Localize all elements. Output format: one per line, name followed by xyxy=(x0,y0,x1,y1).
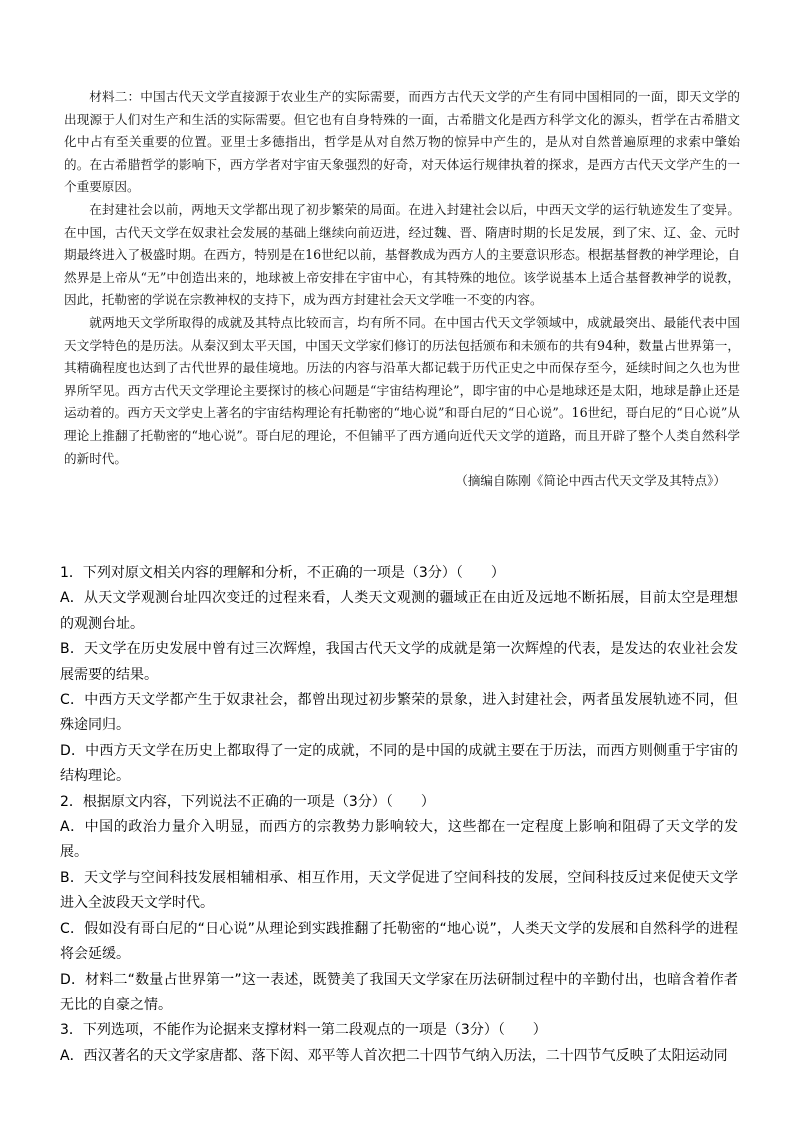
answer-option: B．天文学在历史发展中曾有过三次辉煌，我国古代天文学的成就是第一次辉煌的代表，是发达的农业社会发展需要的结果。 xyxy=(60,641,738,683)
answer-option: B．天文学与空间科技发展相辅相承、相互作用，天文学促进了空间科技的发展，空间科技反过来促使天文学进入全波段天文学时代。 xyxy=(60,869,738,912)
reading-material xyxy=(64,86,740,493)
question-stem: 2．根据原文内容，下列说法不正确的一项是（3分）（ ） xyxy=(60,793,435,810)
material-source: （摘编自陈刚《简论中西古代天文学及其特点》） xyxy=(455,473,726,489)
material-paragraph: 就两地天文学所取得的成就及其特点比较而言，均有所不同。在中国古代天文学领域中，成就最突出、最能代表中国天文学特色的是历法。从秦汉到太平天国，中国天文学家们修订的历法包括颁布和未颁布的共有94种，数量占世界第一，其精确程度也达到了古代世界的最佳境地。历法的内容与沿革大都记载于历代正史之中而保存至今，延续时间之久也为世界所罕见。西方古代天文学理论主要探讨的核心问题是“宇宙结构理论”，即宇宙的中心是地球还是太阳，地球是静止还是运动着的。西方天文学史上著名的宇宙结构理论有托勒密的“地心说”和哥白尼的“日心说”。16世纪，哥白尼的“日心说”从理论上推翻了托勒密的“地心说”。哥白尼的理论，不但铺平了西方通向近代天文学的道路，而且开辟了整个人类自然科学的新时代。 xyxy=(64,314,740,466)
answer-option: A．从天文学观测台址四次变迁的过程来看，人类天文观测的疆域正在由近及远地不断拓展，目前太空是理想的观测台址。 xyxy=(60,590,738,632)
question-stem: 1．下列对原文相关内容的理解和分析，不正确的一项是（3分）（ ） xyxy=(60,565,505,581)
question-list xyxy=(60,561,738,1069)
answer-option: C．中西方天文学都产生于奴隶社会，都曾出现过初步繁荣的景象，进入封建社会，两者虽发展轨迹不同，但殊途同归。 xyxy=(60,692,738,734)
material-paragraph: 材料二：中国古代天文学直接源于农业生产的实际需要，而西方古代天文学的产生有同中国相同的一面，即天文学的出现源于人们对生产和生活的实际需要。但它也有自身特殊的一面，古希腊文化是西方科学文化的源头，哲学在古希腊文化中占有至关重要的位置。亚里士多德指出，哲学是从对自然万物的惊异中产生的，是从对自然普遍原理的求索中肇始的。在古希腊哲学的影响下，西方学者对宇宙天象强烈的好奇，对天体运行规律执着的探求，是西方古代天文学产生的一个重要原因。 xyxy=(64,89,740,195)
answer-option: A．中国的政治力量介入明显，而西方的宗教势力影响较大，这些都在一定程度上影响和阻碍了天文学的发展。 xyxy=(60,819,738,861)
answer-option: D．中西方天文学在历史上都取得了一定的成就，不同的是中国的成就主要在于历法，而西方则侧重于宇宙的结构理论。 xyxy=(60,742,738,785)
answer-option: C．假如没有哥白尼的“日心说”从理论到实践推翻了托勒密的“地心说”，人类天文学的发展和自然科学的进程将会延缓。 xyxy=(60,920,738,963)
answer-option: D．材料二“数量占世界第一”这一表述，既赞美了我国天文学家在历法研制过程中的辛勤付出，也暗含着作者无比的自豪之情。 xyxy=(60,971,738,1013)
question-stem: 3．下列选项，不能作为论据来支撑材料一第二段观点的一项是（3分）（ ） xyxy=(60,1022,547,1039)
material-paragraph: 在封建社会以前，两地天文学都出现了初步繁荣的局面。在进入封建社会以后，中西天文学的运行轨迹发生了变异。在中国，古代天文学在奴隶社会发展的基础上继续向前迈进，经过魏、晋、隋唐时期的长足发展，到了宋、辽、金、元时期最终进入了极盛时期。在西方，特别是在16世纪以前，基督教成为西方人的主要意识形态。根据基督教的神学理论，自然界是上帝从“无”中创造出来的，地球被上帝安排在宇宙中心，有其特殊的地位。该学说基本上适合基督教神学的说教，因此，托勒密的学说在宗教神权的支持下，成为西方封建社会天文学唯一不变的内容。 xyxy=(64,201,740,308)
answer-option: A．西汉著名的天文学家唐都、落下闳、邓平等人首次把二十四节气纳入历法，二十四节气反映了太阳运动同 xyxy=(60,1047,728,1064)
